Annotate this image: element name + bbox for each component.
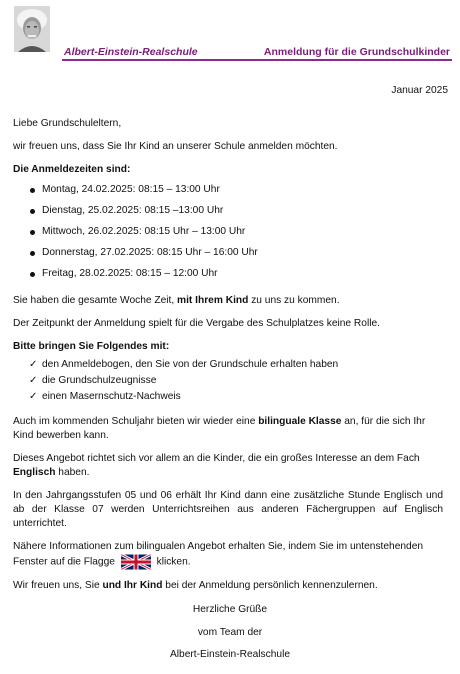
checkmark-icon: ✓ xyxy=(29,391,38,402)
bullet-icon xyxy=(30,251,35,256)
time-entry: Freitag, 28.02.2025: 08:15 – 12:00 Uhr xyxy=(42,268,218,279)
letterhead xyxy=(12,4,456,56)
list-item xyxy=(13,183,443,204)
info-paragraph: Nähere Informationen zum bilingualen Angebot erhalten Sie, indem Sie im untenstehenden Fenster auf die Flagge klicken. xyxy=(13,540,443,570)
checkmark-icon: ✓ xyxy=(29,375,38,386)
closing-greeting: Herzliche Grüße xyxy=(192,604,268,615)
einstein-portrait-icon xyxy=(14,6,50,52)
list-item xyxy=(13,267,443,288)
time-entry: Mittwoch, 26.02.2025: 08:15 Uhr – 13:00 Uhr xyxy=(42,226,246,237)
bring-heading: Bitte bringen Sie Folgendes mit: xyxy=(13,341,170,352)
bullet-icon xyxy=(30,209,35,214)
closing-school: Albert-Einstein-Realschule xyxy=(169,649,291,660)
greeting: Liebe Grundschuleltern, xyxy=(13,118,122,129)
registration-times-list xyxy=(13,183,443,288)
letter-date: Januar 2025 xyxy=(391,85,448,96)
uk-flag-icon[interactable] xyxy=(121,554,151,570)
list-item xyxy=(13,246,443,267)
header-divider xyxy=(62,59,452,61)
offer-paragraph: Dieses Angebot richtet sich vor allem an die Kinder, die ein großes Interesse an dem Fach Englisch haben. xyxy=(13,453,420,478)
week-note: Sie haben die gesamte Woche Zeit, mit Ihrem Kind zu uns zu kommen. xyxy=(13,295,340,306)
closing-team: vom Team der xyxy=(197,627,263,638)
form-title: Anmeldung für die Grundschulkinder xyxy=(263,46,450,58)
grades-paragraph: In den Jahrgangsstufen 05 und 06 erhält Ihr Kind dann eine zusätzliche Stunde Englisch und ab der Klasse 07 werden Unterrichtsreihen aus anderen Fächergruppen auf Englisch unterrichtet. xyxy=(13,490,443,529)
bring-list xyxy=(13,358,443,406)
list-item xyxy=(13,204,443,225)
time-entry: Donnerstag, 27.02.2025: 08:15 Uhr – 16:00 Uhr xyxy=(42,247,258,258)
bullet-icon xyxy=(30,188,35,193)
list-item xyxy=(13,225,443,246)
list-item: ✓ den Anmeldebogen, den Sie von der Grundschule erhalten haben xyxy=(29,359,339,370)
letter-body xyxy=(13,117,443,602)
meet-paragraph: Wir freuen uns, Sie und Ihr Kind bei der Anmeldung persönlich kennenzulernen. xyxy=(13,580,378,591)
intro-text: wir freuen uns, dass Sie Ihr Kind an unserer Schule anmelden möchten. xyxy=(13,141,338,152)
bilingual-paragraph: Auch im kommenden Schuljahr bieten wir wieder eine bilinguale Klasse an, für die sich Ihr Kind bewerben kann. xyxy=(13,416,426,441)
bullet-icon xyxy=(30,272,35,277)
time-entry: Dienstag, 25.02.2025: 08:15 –13:00 Uhr xyxy=(42,205,224,216)
timing-note: Der Zeitpunkt der Anmeldung spielt für die Vergabe des Schulplatzes keine Rolle. xyxy=(13,318,380,329)
school-name: Albert-Einstein-Realschule xyxy=(64,46,198,58)
checkmark-icon: ✓ xyxy=(29,359,38,370)
list-item: ✓ die Grundschulzeugnisse xyxy=(29,375,157,386)
time-entry: Montag, 24.02.2025: 08:15 – 13:00 Uhr xyxy=(42,184,220,195)
bullet-icon xyxy=(30,230,35,235)
list-item: ✓ einen Masernschutz-Nachweis xyxy=(29,391,181,402)
times-heading: Die Anmeldezeiten sind: xyxy=(13,164,131,175)
